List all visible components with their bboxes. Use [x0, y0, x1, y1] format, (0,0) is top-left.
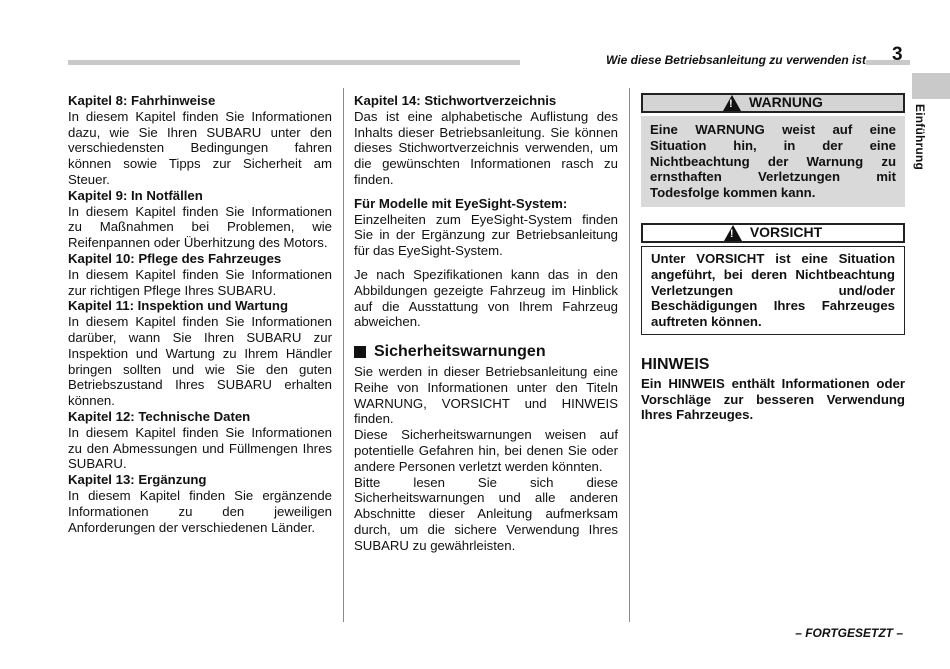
- continued-footer: – FORTGESETZT –: [795, 626, 903, 640]
- black-square-icon: [354, 346, 366, 358]
- caution-title-box: [641, 223, 905, 243]
- warning-text: Eine WARNUNG weist auf eine Situation hin, in der eine Nichtbeachtung der Warnung zu ernsthaften Verletzungen mit Todesfolge kommen kann.: [641, 116, 905, 207]
- column-1: [68, 93, 332, 535]
- chapter-heading: Kapitel 9: In Notfällen: [68, 187, 203, 203]
- spec-text: Je nach Spezifikationen kann das in den Abbildungen gezeigte Fahrzeug im Hinblick auf die Ausstattung von Ihrem Fahrzeug abweichen.: [354, 266, 618, 330]
- chapter-entry: [68, 472, 332, 535]
- warning-triangle-icon: [724, 225, 742, 241]
- caution-title: VORSICHT: [749, 224, 823, 241]
- side-tab-label: Einführung: [913, 104, 927, 170]
- warning-triangle-icon: [723, 95, 741, 111]
- section-paragraph: Bitte lesen Sie sich diese Sicherheitswarnungen und alle anderen Abschnitte dieser Anleitung aufmerksam durch, um die sichere Verwendung Ihres SUBARU zu gewährleisten.: [354, 474, 618, 553]
- warning-title-box: [641, 93, 905, 113]
- column-3: [641, 93, 905, 423]
- chapter-entry: [68, 409, 332, 472]
- chapter-heading: Kapitel 13: Ergänzung: [68, 472, 207, 488]
- chapter-heading: Kapitel 14: Stichwortverzeichnis: [354, 93, 557, 108]
- hinweis-heading: HINWEIS: [641, 355, 710, 373]
- chapter-text: In diesem Kapitel finden Sie ergänzende Informationen zu den jeweiligen Anforderungen der verschiedenen Länder.: [68, 487, 332, 535]
- chapter-heading: Kapitel 10: Pflege des Fahrzeuges: [68, 250, 282, 266]
- caution-text: Unter VORSICHT ist eine Situation angeführt, bei deren Nichtbeachtung Verletzungen und/oder Beschädigungen Ihres Fahrzeuges auftreten können.: [641, 246, 905, 335]
- warning-title: WARNUNG: [749, 94, 823, 111]
- chapter-heading: Kapitel 8: Fahrhinweise: [68, 93, 216, 108]
- chapter-heading: Kapitel 12: Technische Daten: [68, 408, 251, 424]
- side-tab: [912, 73, 950, 99]
- section-paragraph: Diese Sicherheitswarnungen weisen auf potentielle Gefahren hin, bei denen Sie oder andere Personen verletzt werden könnten.: [354, 427, 618, 474]
- section-paragraph: Sie werden in dieser Betriebsanleitung eine Reihe von Informationen unter den Titeln WARNUNG, VORSICHT und HINWEIS finden.: [354, 363, 618, 427]
- chapter-text: In diesem Kapitel finden Sie Informationen zu Maßnahmen bei Problemen, wie Reifenpannen oder Überhitzung des Motors.: [68, 203, 332, 251]
- column-2: [354, 93, 618, 554]
- chapter-entry: [68, 298, 332, 409]
- eyesight-heading: Für Modelle mit EyeSight-System:: [354, 195, 568, 211]
- column-divider: [343, 88, 344, 622]
- chapter-text: In diesem Kapitel finden Sie Informationen zu den Abmessungen und Füllmengen Ihres SUBARU.: [68, 424, 332, 472]
- chapter-heading: Kapitel 11: Inspektion und Wartung: [68, 298, 289, 314]
- page-number: 3: [892, 44, 903, 65]
- chapter-text: In diesem Kapitel finden Sie Informationen darüber, wann Sie Ihren SUBARU zur Inspektion und Wartung zu Ihrem Händler bringen sollten und wie Sie den guten Betriebszustand Ihres SUBARU erhalten können.: [68, 314, 332, 409]
- running-header: Wie diese Betriebsanleitung zu verwenden ist: [520, 53, 866, 67]
- chapter-text: In diesem Kapitel finden Sie Informationen dazu, wie Sie Ihren SUBARU unter den verschiedensten Bedingungen fahren können sowie Tipps zur Sicherheit am Steuer.: [68, 108, 332, 187]
- chapter-entry: [68, 93, 332, 188]
- section-heading-text: Sicherheitswarnungen: [374, 343, 546, 361]
- column-divider: [629, 88, 630, 622]
- chapter-text: In diesem Kapitel finden Sie Informationen zur richtigen Pflege Ihres SUBARU.: [68, 266, 332, 298]
- section-heading: [354, 344, 618, 360]
- hinweis-text: Ein HINWEIS enthält Informationen oder Vorschläge zur besseren Verwendung Ihres Fahrzeuges.: [641, 375, 905, 423]
- chapter-text: Das ist eine alphabetische Auflistung des Inhalts dieser Betriebsanleitung. Sie können dieses Stichwortverzeichnis verwenden, um die gewünschten Informationen rasch zu finden.: [354, 108, 618, 187]
- chapter-entry: [68, 188, 332, 251]
- chapter-entry: [68, 251, 332, 298]
- eyesight-text: Einzelheiten zum EyeSight-System finden Sie in der Ergänzung zur Betriebsanleitung für das EyeSight-System.: [354, 211, 618, 259]
